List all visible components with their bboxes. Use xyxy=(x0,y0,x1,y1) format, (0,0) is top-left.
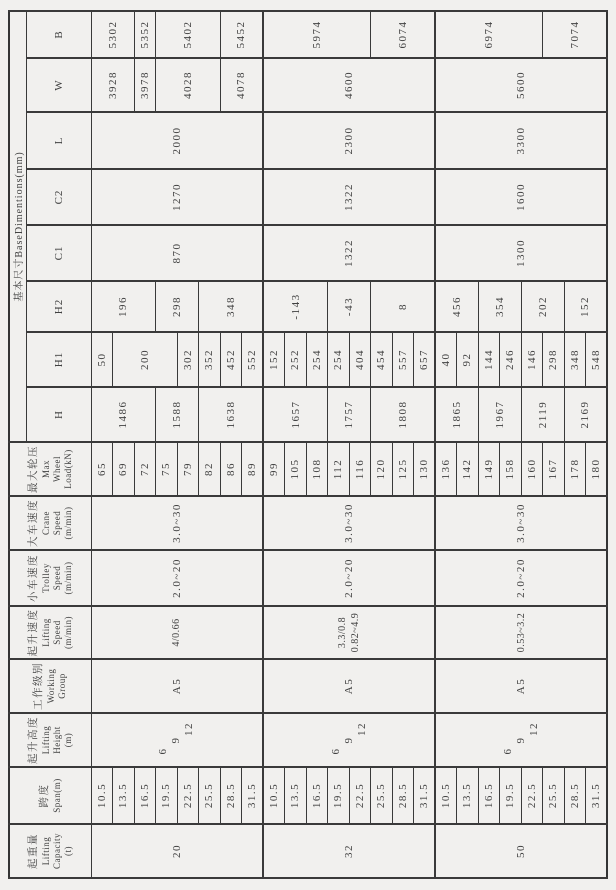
cell-B: 5352 xyxy=(134,11,156,58)
cell-C2: 1270 xyxy=(91,169,263,225)
cell-span: 10.5 xyxy=(91,767,113,824)
lifting-speed-line: 0.53~3.2 xyxy=(515,612,527,653)
cell-C1: 1300 xyxy=(435,225,607,281)
cell-span: 28.5 xyxy=(564,767,586,824)
cell-wheel-load: 149 xyxy=(478,442,500,496)
cell-H2: 298 xyxy=(156,281,199,332)
dim-header-B: B xyxy=(26,11,91,58)
dim-header-C2: C2 xyxy=(26,169,91,225)
data-row xyxy=(435,11,457,878)
col-header-zh-lift_speed: 起升速度 xyxy=(27,608,39,657)
cell-span: 28.5 xyxy=(220,767,242,824)
cell-span: 25.5 xyxy=(199,767,221,824)
cell-wheel-load: 136 xyxy=(435,442,457,496)
cell-B: 5402 xyxy=(156,11,221,58)
cell-capacity: 20 xyxy=(91,824,263,878)
cell-H2: -143 xyxy=(263,281,328,332)
cell-H2: 202 xyxy=(521,281,564,332)
cell-wheel-load: 160 xyxy=(521,442,543,496)
col-header-span xyxy=(9,767,91,824)
col-header-en-crane_speed: Crane xyxy=(40,511,51,535)
cell-H1: 200 xyxy=(113,332,178,387)
cell-wheel-load: 79 xyxy=(177,442,199,496)
base-dimensions-header: 基本尺寸BaseDimentions(mm) xyxy=(9,11,26,442)
col-header-trolley_speed xyxy=(9,550,91,606)
rotated-table-wrapper xyxy=(8,12,606,879)
cell-H: 2169 xyxy=(564,387,607,442)
cell-H1: 557 xyxy=(392,332,414,387)
cell-B: 6074 xyxy=(371,11,436,58)
col-header-en-working: Group xyxy=(57,673,68,699)
col-header-en-working: Working xyxy=(46,668,57,704)
cell-wheel-load: 130 xyxy=(414,442,436,496)
col-header-en-wheel_load: Load(kN) xyxy=(62,449,73,489)
cell-span: 25.5 xyxy=(371,767,393,824)
cell-wheel-load: 178 xyxy=(564,442,586,496)
cell-H1: 452 xyxy=(220,332,242,387)
cell-wheel-load: 65 xyxy=(91,442,113,496)
col-header-en-wheel_load: Max xyxy=(40,460,51,478)
cell-span: 31.5 xyxy=(586,767,608,824)
cell-H1: 348 xyxy=(564,332,586,387)
col-header-height xyxy=(9,713,91,767)
cell-W: 4600 xyxy=(263,58,435,112)
cell-H: 1486 xyxy=(91,387,156,442)
cell-H2: 8 xyxy=(371,281,436,332)
header-row-top xyxy=(9,11,26,878)
lifting-height-value: 12 xyxy=(527,722,540,736)
col-header-en-lift_speed: Lifting xyxy=(40,618,51,647)
col-header-en-wheel_load: Wheel xyxy=(51,456,62,482)
cell-lifting-speed xyxy=(91,606,263,659)
cell-lifting-height xyxy=(91,713,263,767)
col-header-zh-crane_speed: 大车速度 xyxy=(27,499,39,547)
cell-H1: 92 xyxy=(457,332,479,387)
cell-wheel-load: 99 xyxy=(263,442,285,496)
lifting-speed-line: 0.82~4.9 xyxy=(350,612,361,653)
cell-lifting-height xyxy=(263,713,435,767)
dim-header-H1: H1 xyxy=(26,332,91,387)
dim-header-L: L xyxy=(26,112,91,169)
crane-spec-table xyxy=(8,10,608,879)
dim-header-H2: H2 xyxy=(26,281,91,332)
cell-crane-speed: 3.0~30 xyxy=(263,496,435,550)
cell-wheel-load: 69 xyxy=(113,442,135,496)
cell-L: 3300 xyxy=(435,112,607,169)
cell-span: 19.5 xyxy=(328,767,350,824)
cell-H2: 152 xyxy=(564,281,607,332)
col-header-zh-capacity: 起重量 xyxy=(27,833,39,869)
cell-trolley-speed: 2.0~20 xyxy=(263,550,435,606)
cell-span: 31.5 xyxy=(242,767,264,824)
cell-working-group: A5 xyxy=(91,659,263,713)
col-header-en-height: Height xyxy=(51,726,62,754)
cell-H1: 454 xyxy=(371,332,393,387)
cell-span: 19.5 xyxy=(156,767,178,824)
lifting-height-value: 6 xyxy=(501,747,514,755)
cell-H2: 196 xyxy=(91,281,156,332)
cell-C1: 870 xyxy=(91,225,263,281)
cell-trolley-speed: 2.0~20 xyxy=(435,550,607,606)
dim-header-C1: C1 xyxy=(26,225,91,281)
cell-trolley-speed: 2.0~20 xyxy=(91,550,263,606)
cell-H1: 252 xyxy=(285,332,307,387)
cell-B: 7074 xyxy=(543,11,608,58)
cell-H: 1588 xyxy=(156,387,199,442)
col-header-en-capacity: Capacity xyxy=(51,833,62,869)
cell-span: 31.5 xyxy=(414,767,436,824)
cell-span: 16.5 xyxy=(134,767,156,824)
cell-wheel-load: 167 xyxy=(543,442,565,496)
cell-H1: 40 xyxy=(435,332,457,387)
cell-span: 10.5 xyxy=(435,767,457,824)
lifting-speed-line: 4/0.66 xyxy=(171,618,183,647)
col-header-zh-span: 跨度 xyxy=(38,783,50,808)
cell-wheel-load: 89 xyxy=(242,442,264,496)
cell-H1: 552 xyxy=(242,332,264,387)
col-header-en-trolley_speed: (m/min) xyxy=(62,561,73,595)
cell-span: 16.5 xyxy=(478,767,500,824)
cell-L: 2300 xyxy=(263,112,435,169)
cell-wheel-load: 180 xyxy=(586,442,608,496)
cell-C2: 1600 xyxy=(435,169,607,225)
table-body xyxy=(91,11,607,878)
cell-H1: 254 xyxy=(306,332,328,387)
cell-crane-speed: 3.0~30 xyxy=(91,496,263,550)
col-header-working xyxy=(9,659,91,713)
cell-H2: 354 xyxy=(478,281,521,332)
col-header-en-height: (m) xyxy=(62,732,73,748)
lifting-height-value: 12 xyxy=(355,722,368,736)
cell-capacity: 50 xyxy=(435,824,607,878)
lifting-height-value: 9 xyxy=(514,736,527,744)
cell-wheel-load: 120 xyxy=(371,442,393,496)
table-header xyxy=(9,11,91,878)
col-header-zh-trolley_speed: 小车速度 xyxy=(27,554,39,602)
cell-wheel-load: 105 xyxy=(285,442,307,496)
cell-H: 1657 xyxy=(263,387,328,442)
cell-span: 13.5 xyxy=(113,767,135,824)
col-header-zh-wheel_load: 最大轮压 xyxy=(27,445,39,493)
cell-H: 1808 xyxy=(371,387,436,442)
col-header-wheel_load xyxy=(9,442,91,496)
cell-H1: 404 xyxy=(349,332,371,387)
col-header-capacity xyxy=(9,824,91,878)
col-header-en-trolley_speed: Trolley xyxy=(40,563,51,593)
lifting-height-value: 9 xyxy=(342,736,355,744)
cell-H1: 657 xyxy=(414,332,436,387)
cell-span: 25.5 xyxy=(543,767,565,824)
cell-span: 22.5 xyxy=(521,767,543,824)
cell-wheel-load: 72 xyxy=(134,442,156,496)
cell-span: 22.5 xyxy=(349,767,371,824)
cell-wheel-load: 82 xyxy=(199,442,221,496)
cell-H1: 302 xyxy=(177,332,199,387)
cell-span: 13.5 xyxy=(457,767,479,824)
cell-L: 2000 xyxy=(91,112,263,169)
cell-span: 16.5 xyxy=(306,767,328,824)
cell-W: 3928 xyxy=(91,58,134,112)
cell-H: 1638 xyxy=(199,387,264,442)
cell-H2: -43 xyxy=(328,281,371,332)
col-header-en-height: Lifting xyxy=(40,725,51,755)
cell-H1: 254 xyxy=(328,332,350,387)
cell-B: 5302 xyxy=(91,11,134,58)
cell-B: 6974 xyxy=(435,11,543,58)
cell-wheel-load: 75 xyxy=(156,442,178,496)
cell-wheel-load: 108 xyxy=(306,442,328,496)
data-row xyxy=(263,11,285,878)
dim-header-H: H xyxy=(26,387,91,442)
col-header-en-lift_speed: Speed xyxy=(51,620,62,645)
col-header-en-crane_speed: Speed xyxy=(51,510,62,536)
cell-wheel-load: 112 xyxy=(328,442,350,496)
cell-span: 10.5 xyxy=(263,767,285,824)
col-header-en-crane_speed: (m/min) xyxy=(62,506,73,540)
lifting-height-value: 6 xyxy=(157,747,170,755)
col-header-en-span: Span(m) xyxy=(51,778,62,813)
cell-lifting-speed xyxy=(263,606,435,659)
cell-wheel-load: 142 xyxy=(457,442,479,496)
cell-W: 4028 xyxy=(156,58,221,112)
cell-H1: 298 xyxy=(543,332,565,387)
cell-working-group: A5 xyxy=(263,659,435,713)
col-header-en-capacity: Lifting xyxy=(40,836,51,866)
lifting-speed-line: 3.3/0.8 xyxy=(337,616,348,649)
cell-H1: 50 xyxy=(91,332,113,387)
cell-lifting-height xyxy=(435,713,607,767)
cell-W: 3978 xyxy=(134,58,156,112)
col-header-zh-height: 起升高度 xyxy=(27,716,39,764)
lifting-height-value: 12 xyxy=(183,722,196,736)
data-row xyxy=(91,11,113,878)
cell-wheel-load: 158 xyxy=(500,442,522,496)
cell-H: 1865 xyxy=(435,387,478,442)
cell-H1: 152 xyxy=(263,332,285,387)
col-header-crane_speed xyxy=(9,496,91,550)
cell-wheel-load: 86 xyxy=(220,442,242,496)
cell-working-group: A5 xyxy=(435,659,607,713)
cell-span: 28.5 xyxy=(392,767,414,824)
cell-span: 19.5 xyxy=(500,767,522,824)
cell-H2: 348 xyxy=(199,281,264,332)
cell-capacity: 32 xyxy=(263,824,435,878)
cell-H1: 144 xyxy=(478,332,500,387)
cell-crane-speed: 3.0~30 xyxy=(435,496,607,550)
lifting-height-value: 6 xyxy=(329,747,342,755)
cell-wheel-load: 116 xyxy=(349,442,371,496)
cell-span: 13.5 xyxy=(285,767,307,824)
cell-H1: 548 xyxy=(586,332,608,387)
cell-lifting-speed xyxy=(435,606,607,659)
cell-H: 1967 xyxy=(478,387,521,442)
cell-B: 5974 xyxy=(263,11,371,58)
cell-B: 5452 xyxy=(220,11,263,58)
cell-H1: 352 xyxy=(199,332,221,387)
cell-H2: 456 xyxy=(435,281,478,332)
cell-C2: 1322 xyxy=(263,169,435,225)
cell-H1: 246 xyxy=(500,332,522,387)
lifting-height-value: 9 xyxy=(170,736,183,744)
cell-H: 2119 xyxy=(521,387,564,442)
col-header-en-capacity: (t) xyxy=(62,846,73,856)
dim-header-W: W xyxy=(26,58,91,112)
cell-W: 5600 xyxy=(435,58,607,112)
cell-W: 4078 xyxy=(220,58,263,112)
cell-wheel-load: 125 xyxy=(392,442,414,496)
cell-C1: 1322 xyxy=(263,225,435,281)
col-header-en-lift_speed: (m/min) xyxy=(62,616,73,649)
cell-span: 22.5 xyxy=(177,767,199,824)
col-header-lift_speed xyxy=(9,606,91,659)
col-header-en-trolley_speed: Speed xyxy=(51,565,62,591)
cell-H1: 146 xyxy=(521,332,543,387)
cell-H: 1757 xyxy=(328,387,371,442)
col-header-zh-working: 工作级别 xyxy=(33,662,45,710)
